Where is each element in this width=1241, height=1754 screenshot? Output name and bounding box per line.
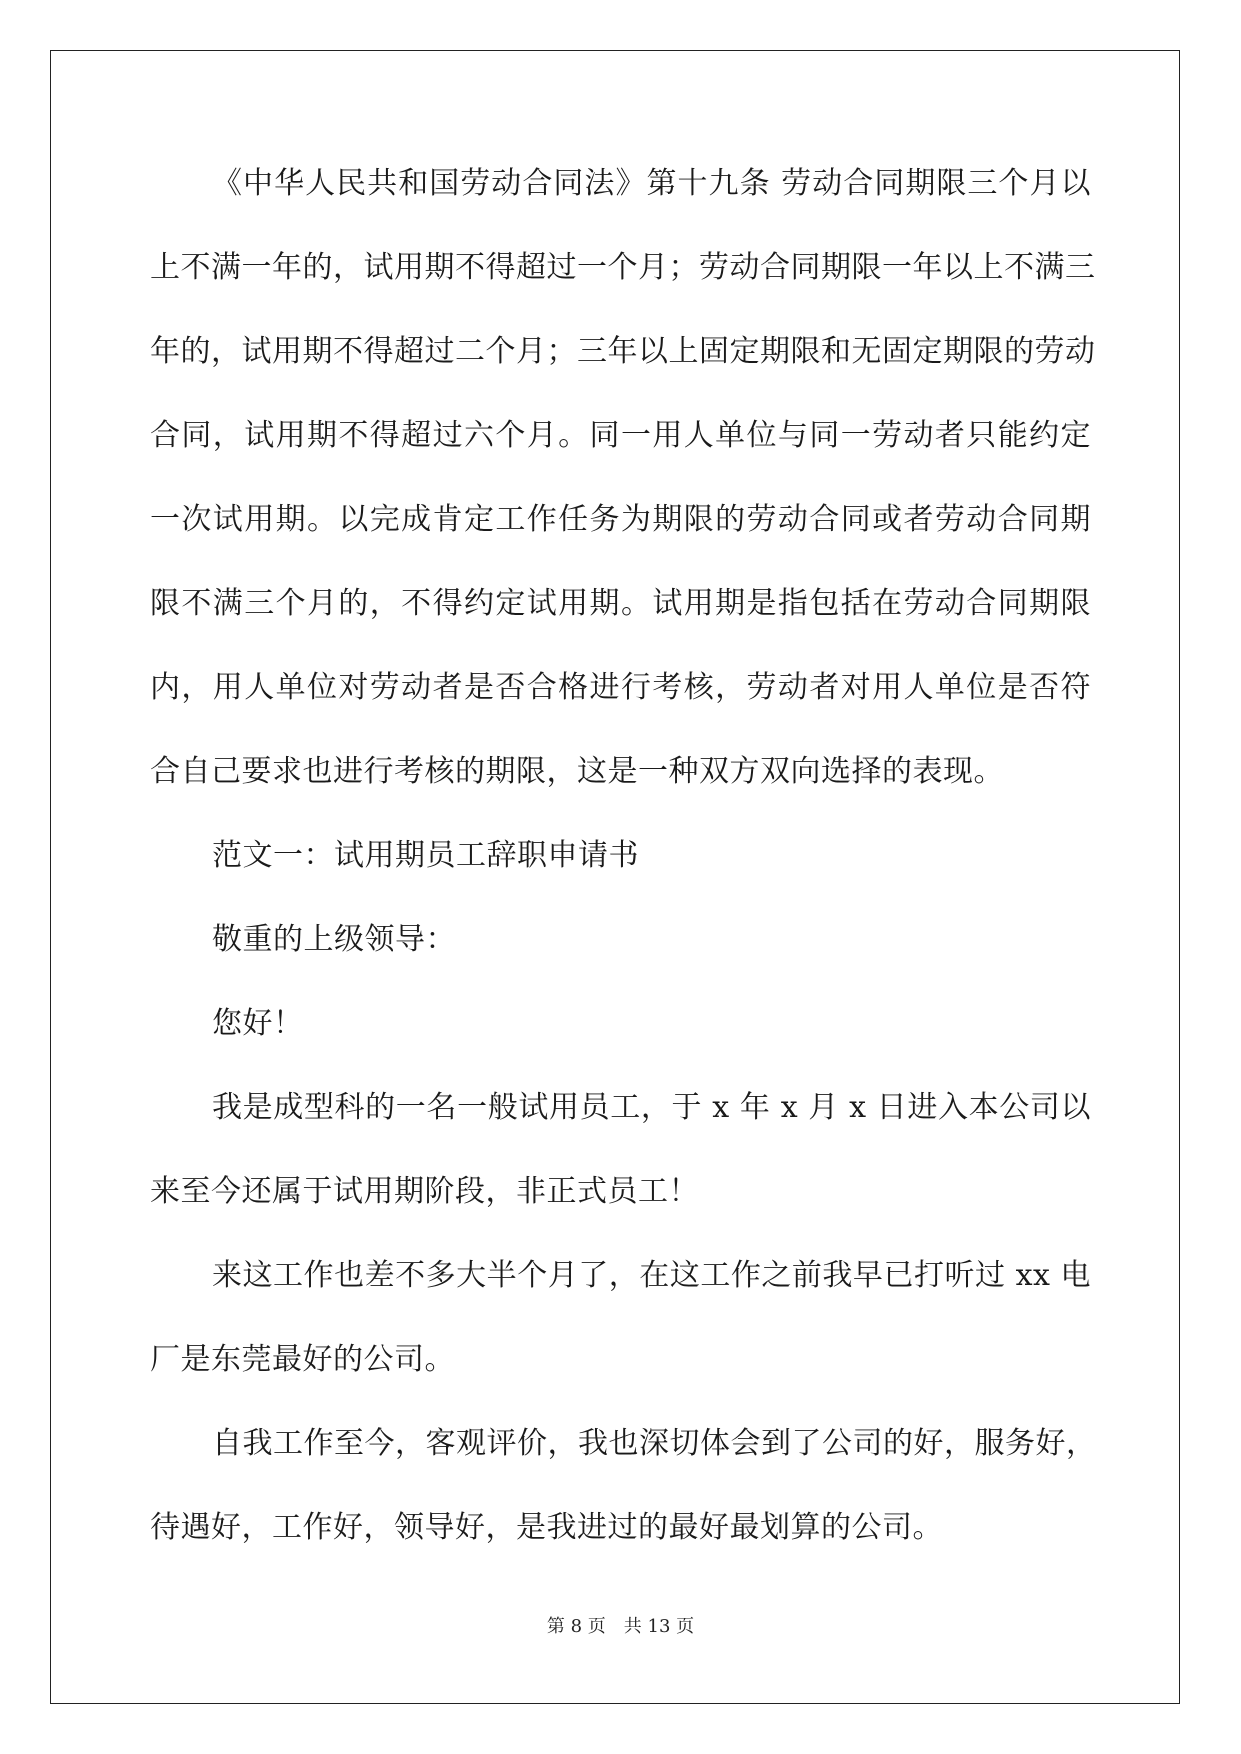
salutation: 敬重的上级领导： [212, 922, 456, 957]
paragraph-line: 来这工作也差不多大半个月了，在这工作之前我早已打听过 xx 电 [212, 1258, 1091, 1293]
paragraph-line: 限不满三个月的，不得约定试用期。试用期是指包括在劳动合同期限 [150, 586, 1091, 621]
paragraph-line: 合同，试用期不得超过六个月。同一用人单位与同一劳动者只能约定 [150, 418, 1091, 453]
page-number: 第 8 页 [546, 1616, 606, 1637]
paragraph-line: 《中华人民共和国劳动合同法》第十九条 劳动合同期限三个月以 [212, 166, 1091, 201]
document-body [150, 155, 1097, 1583]
paragraph-line: 来至今还属于试用期阶段，非正式员工！ [150, 1174, 699, 1209]
paragraph-line: 合自己要求也进行考核的期限，这是一种双方双向选择的表现。 [150, 754, 1004, 789]
paragraph-line: 我是成型科的一名一般试用员工，于 x 年 x 月 x 日进入本公司以 [212, 1090, 1091, 1125]
paragraph-line: 年的，试用期不得超过二个月；三年以上固定期限和无固定期限的劳动 [150, 334, 1096, 369]
paragraph-line: 上不满一年的，试用期不得超过一个月；劳动合同期限一年以上不满三 [150, 250, 1096, 285]
paragraph-line: 厂是东莞最好的公司。 [150, 1342, 455, 1377]
page-footer [0, 1612, 1241, 1638]
paragraph-line: 一次试用期。以完成肯定工作任务为期限的劳动合同或者劳动合同期 [150, 502, 1091, 537]
section-heading: 范文一：试用期员工辞职申请书 [212, 838, 639, 873]
page-total: 共 13 页 [623, 1616, 695, 1637]
paragraph-line: 待遇好，工作好，领导好，是我进过的最好最划算的公司。 [150, 1510, 943, 1545]
greeting: 您好！ [212, 1006, 304, 1041]
paragraph-line: 自我工作至今，客观评价，我也深切体会到了公司的好，服务好， [212, 1426, 1097, 1461]
paragraph-line: 内，用人单位对劳动者是否合格进行考核，劳动者对用人单位是否符 [150, 670, 1091, 705]
